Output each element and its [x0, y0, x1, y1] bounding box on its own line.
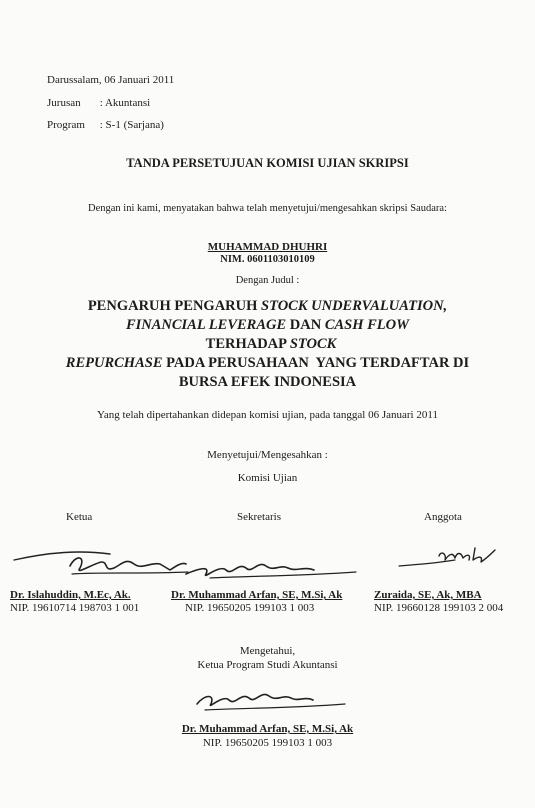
role-anggota: Anggota	[424, 511, 462, 523]
program-row	[47, 119, 164, 131]
acknowledgement-role: Ketua Program Studi Akuntansi	[197, 659, 338, 671]
title-part: DAN	[286, 317, 325, 333]
ketua-prodi-name: Dr. Muhammad Arfan, SE, M.Si, Ak	[181, 723, 354, 735]
title-part: REPURCHASE	[65, 355, 163, 371]
title-part: PENGARUH PENGARUH	[87, 298, 262, 314]
title-part: BURSA EFEK INDONESIA	[178, 374, 357, 390]
role-ketua: Ketua	[66, 511, 93, 523]
jurusan-value: : Akuntansi	[99, 97, 151, 109]
judul-label: Dengan Judul :	[235, 275, 300, 286]
title-part: CASH FLOW	[324, 317, 410, 333]
sekretaris-signature	[180, 548, 360, 588]
anggota-nip: NIP. 19660128 199103 2 004	[374, 602, 504, 614]
acknowledgement-label: Mengetahui,	[239, 645, 296, 657]
intro-text: Dengan ini kami, menyatakan bahwa telah menyetujui/mengesahkan skripsi Saudara:	[88, 203, 447, 214]
approval-label: Menyetujui/Mengesahkan :	[207, 449, 328, 461]
anggota-signature	[395, 538, 505, 578]
title-part: FINANCIAL LEVERAGE	[125, 317, 287, 333]
ketua-nip: NIP. 19610714 198703 1 001	[10, 602, 140, 614]
sekretaris-nip: NIP. 19650205 199103 1 003	[185, 602, 315, 614]
title-part: STOCK UNDERVALUATION,	[261, 298, 448, 314]
document-heading: TANDA PERSETUJUAN KOMISI UJIAN SKRIPSI	[126, 156, 409, 170]
defense-statement: Yang telah dipertahankan didepan komisi ujian, pada tanggal 06 Januari 2011	[97, 409, 438, 421]
student-name: MUHAMMAD DHUHRI	[207, 241, 328, 253]
ketua-prodi-signature	[185, 680, 355, 720]
place-date: Darussalam, 06 Januari 2011	[47, 74, 175, 86]
thesis-title	[60, 297, 475, 392]
ketua-prodi-nip: NIP. 19650205 199103 1 003	[202, 737, 333, 749]
role-sekretaris: Sekretaris	[237, 511, 281, 523]
program-label: Program	[47, 119, 85, 131]
committee-label: Komisi Ujian	[237, 472, 298, 484]
sekretaris-name: Dr. Muhammad Arfan, SE, M.Si, Ak	[171, 589, 343, 601]
title-part: PADA PERUSAHAAN YANG TERDAFTAR DI	[162, 355, 470, 371]
title-part: TERHADAP	[198, 336, 290, 352]
jurusan-row	[47, 97, 150, 109]
title-part: STOCK	[289, 336, 337, 352]
anggota-name: Zuraida, SE, Ak, MBA	[374, 589, 482, 601]
student-nim: NIM. 0601103010109	[220, 254, 315, 265]
ketua-signature	[10, 540, 200, 590]
jurusan-label: Jurusan	[47, 97, 81, 109]
program-value: : S-1 (Sarjana)	[99, 119, 164, 131]
ketua-name: Dr. Islahuddin, M.Ec, Ak.	[10, 589, 131, 601]
